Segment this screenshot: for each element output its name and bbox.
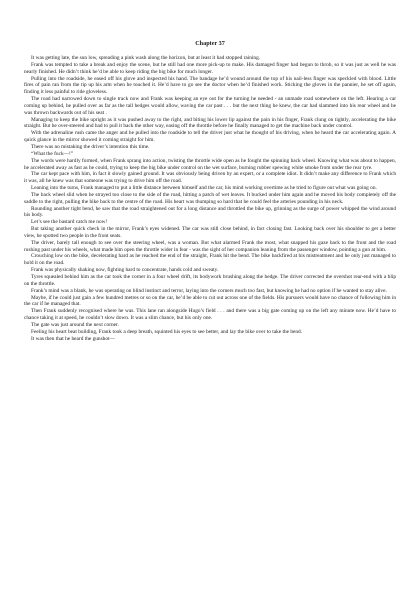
- paragraph: The road had narrowed down to single track now and Frank was keeping an eye out for the turning he needed - an unmade road somewhere on the left. Hearing a car coming up behind, he pulled over as far as the tall hedges would allow, waving the car past . . . but the next thing he knew, the car had slammed into his rear wheel and he was thrown backwards out of his seat .: [24, 96, 396, 116]
- paragraph: Pulling into the roadside, he eased off his glove and inspected his hand. The bandage he’d wound around the top of his nail-less finger was speckled with blood. Little fires of pain ran from the tip up his arm when he touched it. He’d have to go see the doctor when he’d finished work. Sticking the gloves in the pannier, he set off again, finding it less painful to ride gloveless.: [24, 75, 396, 96]
- document-page: [24, 40, 396, 580]
- paragraph: Tyres squealed behind him as the car took the corner in a four wheel drift, its bodywork brushing along the hedge. The driver corrected the overshot rear-end with a blip on the throttle.: [24, 274, 396, 287]
- paragraph: It was then that he heard the gunshot—: [31, 335, 115, 342]
- paragraph: The driver, barely tall enough to see over the steering wheel, was a woman. But what alarmed Frank the most, what snapped his gaze back to the front and the road rushing past under his wheels, what made him open the throttle wider in fear - was the sight of her companion leaning from the passenger window, pointing a gun at him.: [24, 239, 396, 253]
- paragraph: Maybe, if he could just gain a few hundred metres or so on the car, he’d be able to cut out across one of the fields. His pursuers would have no chance of following him in the car if he managed that.: [24, 294, 396, 308]
- paragraph: “What the fuck—!”: [31, 150, 74, 157]
- paragraph: Feeling his heart beat building, Frank took a deep breath, squinted his eyes to see better, and lay the bike over to take the bend.: [31, 328, 303, 335]
- paragraph: There was no mistaking the driver’s intention this time.: [31, 143, 150, 150]
- paragraph: Crouching low on the bike, decelerating hard as he reached the end of the straight, Frank hit the bend. The bike backfired at his mistreatment and he only just managed to hold it on the road.: [24, 253, 396, 267]
- paragraph: But taking another quick check in the mirror, Frank’s eyes widened. The car was still close behind, in fact closing fast. Looking back over his shoulder to get a better view, he spotted two people in the front seats.: [24, 226, 396, 239]
- chapter-title: Chapter 37: [195, 40, 225, 47]
- paragraph: Rounding another tight bend, he saw that the road straightened out for a long distance and throttled the bike up, grinning as the surge of power whipped the wind around his body.: [24, 205, 396, 219]
- paragraph: It was getting late, the sun low, spreading a pink wash along the horizon, but at least it had stopped raining.: [31, 55, 261, 61]
- paragraph: Frank was physically shaking now, fighting hard to concentrate, hands cold and sweaty.: [31, 267, 219, 274]
- paragraph: Let’s see the bastard catch me now!: [31, 219, 108, 226]
- paragraph: Managing to keep the bike upright as it was pushed away to the right, and biting his lower lip against the pain in his finger, Frank clung on tightly, accelerating the bike straight. But he over-steered and had to pull it back the other way, easing off the throttle before he finally managed to get the machine back under control.: [24, 116, 396, 130]
- paragraph: The gate was just around the next corner.: [31, 321, 119, 328]
- paragraph: With the adrenaline rush came the anger and he pulled into the roadside to tell the driver just what he thought of his driving, when he heard the car accelerating again. A quick glance in the mirror showed it coming straight for him.: [24, 130, 396, 144]
- paragraph: Frank was tempted to take a break and enjoy the scene, but he still had one more pick-up to make. His damaged finger had begun to throb, so it was just as well he was nearly finished. He didn’t think he’d be able to keep riding the big bike for much longer.: [24, 61, 396, 75]
- chapter-body: [24, 55, 396, 342]
- paragraph: Frank’s mind was a blank, he was operating on blind instinct and terror, laying into the corners much too fast, but knowing he had no option if he wanted to stay alive.: [31, 287, 387, 294]
- paragraph: Leaning into the turns, Frank managed to put a little distance between himself and the car, his mind working overtime as he tried to figure out what was going on.: [31, 185, 377, 192]
- paragraph: The back wheel slid when he strayed too close to the side of the road, hitting a patch of wet leaves. It bucked under him again and he moved his body completely off the saddle to the right, pulling the bike back to the centre of the road. His heart was thumping so hard that he could feel the arteries pounding in his neck.: [24, 191, 396, 205]
- paragraph: Then Frank suddenly recognised where he was. This lane ran alongside Hugo’s field . . . and there was a big gate coming up on the left any minute now. He’d have to chance taking it at speed, he couldn’t slow down. It was a slim chance, but his only one.: [24, 308, 396, 322]
- paragraph: The car kept pace with him, in fact it slowly gained ground. It was obviously being driven by an expert, or a complete idiot. It didn’t make any difference to Frank which it was, all he knew was that someone was trying to drive him off the road.: [24, 171, 396, 185]
- paragraph: The words were hardly formed, when Frank sprang into action, twisting the throttle wide open as he fought the spinning back wheel. Knowing what was about to happen, he accelerated away as fast as he could, trying to keep the big bike under control on the wet surface, burning rubber spewing white smoke from under the rear tyre.: [24, 157, 396, 171]
